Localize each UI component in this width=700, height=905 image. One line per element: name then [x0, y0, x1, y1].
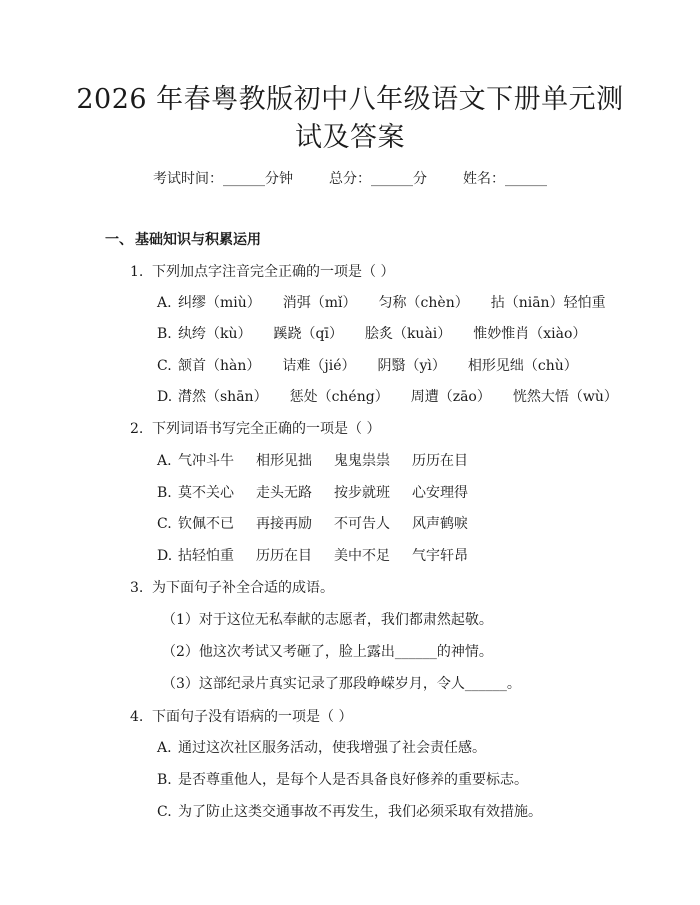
q2-option-c	[157, 514, 490, 534]
question-4	[130, 707, 352, 727]
option-word: 历历在目	[412, 453, 468, 469]
section-heading	[105, 230, 261, 250]
option-word: 匀称（chèn）	[378, 295, 469, 311]
option-word: 按步就班	[334, 485, 390, 501]
question-number: 1.	[130, 264, 144, 280]
q3-item-2: （2）他这次考试又考砸了，脸上露出______的神情。	[162, 644, 493, 660]
option-word: 相形见绌（chù）	[467, 358, 578, 374]
option-label: A.	[157, 295, 172, 311]
question-number: 4.	[130, 709, 144, 725]
q2-option-d	[157, 546, 490, 566]
option-word: 纠缪（miù）	[178, 295, 261, 311]
option-word: 鬼鬼祟祟	[334, 453, 390, 469]
option-word: 相形见拙	[256, 453, 312, 469]
option-word: 恍然大悟（wù）	[512, 389, 618, 405]
option-label: C.	[157, 358, 172, 374]
option-label: A.	[157, 453, 172, 469]
student-name: 姓名：______	[463, 171, 547, 187]
option-word: 心安理得	[412, 485, 468, 501]
q1-option-c	[157, 356, 600, 376]
q3-item-1: （1）对于这位无私奉献的志愿者，我们都肃然起敬。	[162, 612, 493, 628]
question-3	[130, 578, 334, 598]
option-word: 惟妙惟肖（xiào）	[473, 326, 587, 342]
option-word: 拈（niān）轻怕重	[490, 295, 606, 311]
option-text: 为了防止这类交通事故不再发生，我们必须采取有效措施。	[178, 804, 542, 820]
section-title: 基础知识与积累运用	[135, 232, 261, 248]
option-label: A.	[157, 740, 172, 756]
question-number: 2.	[130, 421, 144, 437]
page-title-line2: 试及答案	[295, 122, 405, 153]
page-title-line1: 2026 年春粤教版初中八年级语文下册单元测	[76, 84, 624, 115]
question-number: 3.	[130, 580, 144, 596]
option-word: 脍炙（kuài）	[364, 326, 452, 342]
q1-option-a	[157, 293, 628, 313]
q4-option-a	[157, 738, 486, 758]
q4-option-c	[157, 802, 542, 822]
exam-meta	[0, 168, 700, 188]
q3-item-3: （3）这部纪录片真实记录了那段峥嵘岁月，令人______。	[162, 676, 521, 692]
question-stem: 下列词语书写完全正确的一项是（ ）	[152, 421, 381, 437]
option-word: 莫不关心	[178, 485, 234, 501]
option-word: 拈轻怕重	[178, 548, 234, 564]
q1-option-b	[157, 324, 608, 344]
option-word: 风声鹤唳	[412, 516, 468, 532]
option-text: 通过这次社区服务活动，使我增强了社会责任感。	[178, 740, 486, 756]
option-label: D.	[157, 548, 173, 564]
q2-option-b	[157, 483, 490, 503]
question-stem: 下列加点字注音完全正确的一项是（ ）	[152, 264, 395, 280]
option-word: 不可告人	[334, 516, 390, 532]
option-word: 再接再励	[256, 516, 312, 532]
option-word: 惩处（chéng）	[289, 389, 389, 405]
option-label: B.	[157, 772, 172, 788]
option-word: 纨绔（kù）	[178, 326, 252, 342]
option-word: 气宇轩昂	[412, 548, 468, 564]
option-label: C.	[157, 516, 172, 532]
option-word: 诘难（jié）	[282, 358, 356, 374]
option-word: 消弭（mǐ）	[282, 295, 357, 311]
question-stem: 为下面句子补全合适的成语。	[152, 580, 334, 596]
exam-score: 总分：______分	[329, 171, 427, 187]
option-text: 是否尊重他人，是每个人是否具备良好修养的重要标志。	[178, 772, 528, 788]
option-word: 走头无路	[256, 485, 312, 501]
q1-option-d	[157, 387, 640, 407]
option-word: 气冲斗牛	[178, 453, 234, 469]
option-label: C.	[157, 804, 172, 820]
exam-time: 考试时间：______分钟	[153, 171, 293, 187]
option-word: 周遭（zāo）	[410, 389, 491, 405]
question-stem: 下面句子没有语病的一项是（ ）	[152, 709, 353, 725]
option-word: 阴翳（yì）	[377, 358, 446, 374]
q2-option-a	[157, 451, 490, 471]
option-word: 美中不足	[334, 548, 390, 564]
section-number: 一、	[105, 232, 133, 248]
question-2	[130, 419, 380, 439]
option-word: 钦佩不已	[178, 516, 234, 532]
option-word: 历历在目	[256, 548, 312, 564]
option-word: 颔首（hàn）	[178, 358, 261, 374]
option-word: 潸然（shān）	[178, 389, 268, 405]
option-word: 蹊跷（qī）	[273, 326, 343, 342]
option-label: D.	[157, 389, 173, 405]
question-1	[130, 262, 394, 282]
q4-option-b	[157, 770, 528, 790]
option-label: B.	[157, 485, 172, 501]
option-label: B.	[157, 326, 172, 342]
